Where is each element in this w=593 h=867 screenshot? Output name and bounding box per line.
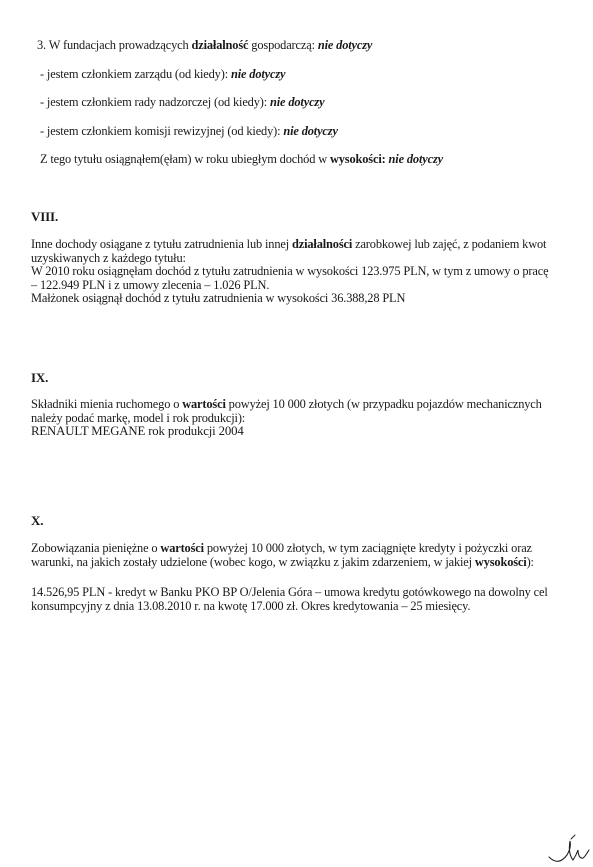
section-viii-line-1-start: Inne dochody osiągane z tytułu zatrudnienia lub innej [31, 237, 292, 251]
section-ix-vehicle-line: RENAULT MEGANE rok produkcji 2004 [31, 424, 244, 439]
section-x-loan-details [31, 586, 548, 613]
supervisory-board-line [40, 95, 324, 109]
foundation-activity-line [37, 38, 372, 52]
activity-bold-word: działalność [191, 38, 249, 52]
amount-bold-word: wysokości [474, 554, 527, 569]
section-x-heading: X. [31, 513, 44, 528]
section-x-line-1-end: powyżej 10 000 złotych, w tym zaciągnięte kredyty i pożyczki oraz [203, 541, 532, 555]
section-ix-line-2: należy podać markę, model i rok produkcji): [31, 410, 246, 425]
activities-bold-word: działalności [291, 237, 353, 251]
section-ix-line-1-start: Składniki mienia ruchomego o [31, 397, 183, 411]
section-ix-line-1 [31, 398, 542, 412]
value-bold-word: wartości [182, 397, 226, 411]
section-ix-body [31, 398, 542, 439]
section-viii-heading: VIII. [31, 209, 59, 224]
audit-committee-text: - jestem członkiem komisji rewizyjnej (od kiedy): [40, 124, 284, 138]
section-viii-line-3: W 2010 roku osiągnęłam dochód z tytułu zatrudnienia w wysokości 123.975 PLN, w tym z umowy o pracę [31, 264, 549, 279]
section-x-line-1 [31, 542, 534, 556]
not-applicable-value: nie dotyczy [283, 124, 338, 138]
signature-mark [547, 833, 591, 865]
section-viii-body [31, 238, 548, 306]
section-x-loan-line-2: konsumpcyjny z dnia 13.08.2010 r. na kwotę 17.000 zł. Okres kredytowania – 25 miesięcy. [31, 598, 471, 613]
section-x-body [31, 542, 534, 569]
section-x-line-2-end: ): [526, 554, 534, 569]
not-applicable-value: nie dotyczy [317, 38, 373, 52]
foundation-activity-text: 3. W fundacjach prowadzących [37, 38, 192, 52]
board-member-line [40, 67, 285, 81]
section-x-line-1-start: Zobowiązania pieniężne o [31, 541, 161, 555]
income-from-title-text: Z tego tytułu osiągnąłem(ęłam) w roku ubiegłym dochód w [40, 152, 330, 166]
section-viii-line-2: uzyskiwanych z każdego tytułu: [31, 250, 186, 265]
section-x-line-2-start: warunki, na jakich zostały udzielone (wobec kogo, w związku z jakim zdarzeniem, w jakiej [31, 554, 475, 569]
section-ix-line-1-end: powyżej 10 000 złotych (w przypadku pojazdów mechanicznych [225, 397, 542, 411]
amount-bold-word: wysokości: [329, 152, 386, 166]
audit-committee-line [40, 124, 338, 138]
section-ix-heading: IX. [31, 370, 49, 385]
section-viii-line-1 [31, 238, 548, 252]
value-bold-word: wartości [160, 541, 204, 555]
not-applicable-value: nie dotyczy [230, 67, 286, 81]
section-x-loan-line-1: 14.526,95 PLN - kredyt w Banku PKO BP O/Jelenia Góra – umowa kredytu gotówkowego na dowolny cel [31, 585, 548, 599]
supervisory-board-text: - jestem członkiem rady nadzorczej (od kiedy): [40, 95, 270, 109]
section-viii-line-1-end: zarobkowej lub zajęć, z podaniem kwot [352, 237, 547, 251]
section-viii-line-5: Małżonek osiągnął dochód z tytułu zatrudnienia w wysokości 36.388,28 PLN [31, 291, 406, 306]
board-member-text: - jestem członkiem zarządu (od kiedy): [40, 67, 231, 81]
income-from-title-line [40, 152, 443, 166]
not-applicable-value: nie dotyczy [270, 95, 325, 109]
foundation-activity-text-end: gospodarczą: [248, 38, 318, 52]
not-applicable-value: nie dotyczy [388, 152, 443, 166]
section-viii-line-4: – 122.949 PLN i z umowy zlecenia – 1.026 PLN. [31, 277, 270, 292]
section-x-line-2 [31, 556, 534, 570]
